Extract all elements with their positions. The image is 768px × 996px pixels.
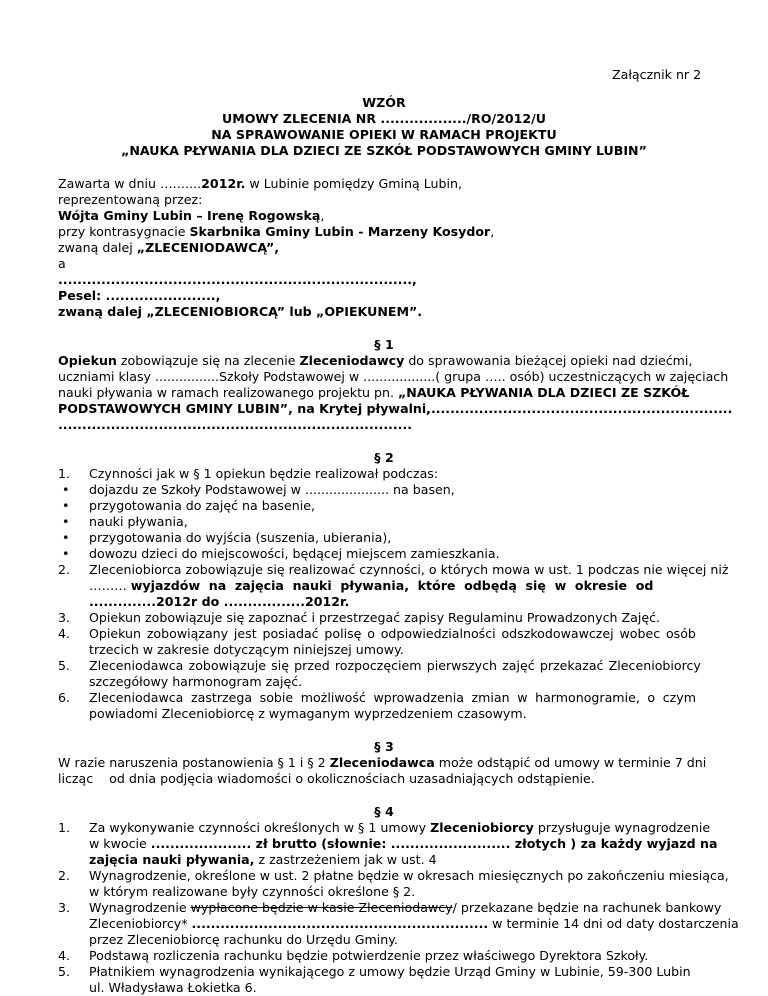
struck-text: wypłacone będzie w kasie Zleceniodawcy xyxy=(190,900,453,915)
s2-item-5-line-2: szczegółowy harmonogram zajęć. xyxy=(89,674,303,689)
list-number: 4. xyxy=(58,626,71,641)
s2-bullet-3: nauki pływania, xyxy=(89,514,188,529)
contractor-label: zwaną dalej „ZLECENIOBIORCĄ” lub „OPIEKUNEM”. xyxy=(58,304,423,319)
s4-item-1-line-3 xyxy=(89,852,437,868)
list-number: 3. xyxy=(58,900,71,915)
s1-line-5: .......................................................................... xyxy=(58,417,413,432)
contractor-term: Zleceniobiorcy xyxy=(430,820,534,835)
s2-item-4-line-2: trzecich w zakresie dotyczącym niniejszej umowy. xyxy=(89,642,404,657)
section-3-heading: § 3 xyxy=(374,739,394,754)
client-term: Zleceniodawcy xyxy=(299,353,405,368)
parties-line-6: a xyxy=(58,256,66,271)
s1-line-3 xyxy=(58,385,689,401)
s4-text: w terminie 14 dni od daty dostarczenia xyxy=(488,916,739,931)
date-prefix: Zawarta w dniu …….... xyxy=(58,176,202,191)
s3-line-2: licząc od dnia podjęcia wiadomości o okolicznościach uzasadniających odstąpienie. xyxy=(58,771,595,786)
comma: , xyxy=(490,224,495,239)
section-4-heading: § 4 xyxy=(374,804,394,819)
s4-text: Wynagrodzenie xyxy=(89,900,191,915)
s2-item-2-line-1: Zleceniobiorca zobowiązuje się realizować czynności, o których mowa w ust. 1 podczas nie więcej niż xyxy=(89,562,729,577)
list-number: 4. xyxy=(58,948,71,963)
list-number: 6. xyxy=(58,690,71,705)
trips-text: wyjazdów na zajęcia nauki pływania, które odbędą się w okresie od xyxy=(130,578,654,593)
date-year: 2012r. xyxy=(201,176,246,191)
s4-item-2-line-1: Wynagrodzenie, określone w ust. 2 płatne będzie w okresach miesięcznych po zakończeniu miesiąca, xyxy=(89,868,729,883)
contractor-name-blank: .........................................................................., xyxy=(58,272,417,287)
s1-text: do sprawowania bieżącej opieki nad dziećmi, xyxy=(404,353,693,368)
s4-bold-text: zajęcia nauki pływania, xyxy=(89,852,255,867)
parties-line-3 xyxy=(58,208,324,224)
s4-item-3-line-2 xyxy=(89,916,739,932)
title-line-4: „NAUKA PŁYWANIA DLA DZIECI ZE SZKÓŁ PODSTAWOWYCH GMINY LUBIN” xyxy=(121,143,647,158)
s4-item-3-line-1 xyxy=(89,900,721,916)
s2-item-2-line-3: ..............2012r do .................2012r. xyxy=(89,594,350,609)
s3-text: może odstąpić od umowy w terminie 7 dni xyxy=(434,755,707,770)
s2-item-2-line-2 xyxy=(89,578,653,594)
s1-line-1 xyxy=(58,353,692,369)
bullet-icon: • xyxy=(62,530,70,545)
place-text: w Lubinie pomiędzy Gminą Lubin, xyxy=(245,176,462,191)
countersign-prefix: przy kontrasygnacie xyxy=(58,224,190,239)
s2-bullet-1: dojazdu ze Szkoły Podstawowej w ..................... na basen, xyxy=(89,482,455,497)
bullet-icon: • xyxy=(62,546,70,561)
list-number: 5. xyxy=(58,964,71,979)
comma: , xyxy=(320,208,325,223)
s4-item-3-line-3: przez Zleceniobiorcę rachunku do Urzędu Gminy. xyxy=(89,932,398,947)
list-number: 2. xyxy=(58,562,71,577)
list-number: 5. xyxy=(58,658,71,673)
called-prefix: zwaną dalej xyxy=(58,240,137,255)
s2-item-5-line-1: Zleceniodawca zobowiązuje się przed rozpoczęciem pierwszych zajęć przekazać Zleceniobiorcy xyxy=(89,658,701,673)
s4-item-5-line-1: Płatnikiem wynagrodzenia wynikającego z umowy będzie Urząd Gminy w Lubinie, 59-300 Lubin xyxy=(89,964,691,979)
s2-item-6-line-2: powiadomi Zleceniobiorcę z wymaganym wyprzedzeniem czasowym. xyxy=(89,706,527,721)
s4-item-1-line-2 xyxy=(89,836,717,852)
list-number: 2. xyxy=(58,868,71,883)
client-term: Zleceniodawca xyxy=(329,755,435,770)
parties-line-2: reprezentowaną przez: xyxy=(58,192,203,207)
parties-line-5 xyxy=(58,240,279,256)
title-line-2: UMOWY ZLECENIA NR ................../RO/2012/U xyxy=(221,111,547,126)
s2-item-1: Czynności jak w § 1 opiekun będzie realizował podczas: xyxy=(89,466,439,481)
s4-item-1-line-1 xyxy=(89,820,710,836)
pesel-blank: Pesel: ......................., xyxy=(58,288,221,303)
trips-count-blank: ……… xyxy=(89,578,131,593)
s4-text: Zleceniobiorcy* xyxy=(89,916,192,931)
s4-item-5-line-2: ul. Władysława Łokietka 6. xyxy=(89,980,257,995)
s4-item-2-line-2: w którym realizowane były czynności określone § 2. xyxy=(89,884,416,899)
parties-line-4 xyxy=(58,224,494,240)
s2-bullet-2: przygotowania do zajęć na basenie, xyxy=(89,498,315,513)
s2-item-6-line-1: Zleceniodawca zastrzega sobie możliwość wprowadzenia zmian w harmonogramie, o czym xyxy=(89,690,696,705)
s3-line-1 xyxy=(58,755,706,771)
amount-blank: ..................... zł brutto (słownie: ......................... złotych ) za każdy wyjazd na xyxy=(150,836,718,851)
section-1-heading: § 1 xyxy=(374,337,394,352)
bank-account-blank: .............................................................. xyxy=(191,916,489,931)
list-number: 3. xyxy=(58,610,71,625)
bullet-icon: • xyxy=(62,498,70,513)
title-line-1: WZÓR xyxy=(362,95,406,110)
s1-text: zobowiązuje się na zlecenie xyxy=(116,353,300,368)
s1-line-2: uczniami klasy ................Szkoły Podstawowej w ..................( grupa ….. osób) uczestniczących w zajęciach xyxy=(58,369,729,384)
parties-line-1 xyxy=(58,176,462,192)
s4-text: / przekazane będzie na rachunek bankowy xyxy=(452,900,722,915)
s4-text: z zastrzeżeniem jak w ust. 4 xyxy=(254,852,437,867)
s4-text: przysługuje wynagrodzenie xyxy=(533,820,711,835)
guardian-term: Opiekun xyxy=(58,353,117,368)
s4-text: Za wykonywanie czynności określonych w § 1 umowy xyxy=(89,820,431,835)
s2-bullet-4: przygotowania do wyjścia (suszenia, ubierania), xyxy=(89,530,392,545)
bullet-icon: • xyxy=(62,514,70,529)
s3-text: W razie naruszenia postanowienia § 1 i § 2 xyxy=(58,755,330,770)
s1-line-4: PODSTAWOWYCH GMINY LUBIN”, na Krytej pływalni,............................................................... xyxy=(58,401,733,416)
project-name: „NAUKA PŁYWANIA DLA DZIECI ZE SZKÓŁ xyxy=(398,385,690,400)
s2-item-4-line-1: Opiekun zobowiązany jest posiadać polisę o odpowiedzialności odszkodowawczej wobec osób xyxy=(89,626,696,641)
annex-label: Załącznik nr 2 xyxy=(612,67,702,82)
title-line-3: NA SPRAWOWANIE OPIEKI W RAMACH PROJEKTU xyxy=(211,127,557,142)
s4-text: w kwocie xyxy=(89,836,151,851)
s2-bullet-5: dowozu dzieci do miejscowości, będącej miejscem zamieszkania. xyxy=(89,546,500,561)
s4-item-4: Podstawą rozliczenia rachunku będzie potwierdzenie przez właściwego Dyrektora Szkoły. xyxy=(89,948,649,963)
s1-text: nauki pływania w ramach realizowanego projektu pn. xyxy=(58,385,398,400)
list-number: 1. xyxy=(58,466,71,481)
bullet-icon: • xyxy=(62,482,70,497)
section-2-heading: § 2 xyxy=(374,450,394,465)
client-label: „ZLECENIODAWCĄ”, xyxy=(136,240,280,255)
s2-item-3: Opiekun zobowiązuje się zapoznać i przestrzegać zapisy Regulaminu Prowadzonych Zajęć. xyxy=(89,610,661,625)
list-number: 1. xyxy=(58,820,71,835)
mayor-name: Wójta Gminy Lubin – Irenę Rogowską xyxy=(58,208,321,223)
treasurer-name: Skarbnika Gminy Lubin - Marzeny Kosydor xyxy=(189,224,491,239)
